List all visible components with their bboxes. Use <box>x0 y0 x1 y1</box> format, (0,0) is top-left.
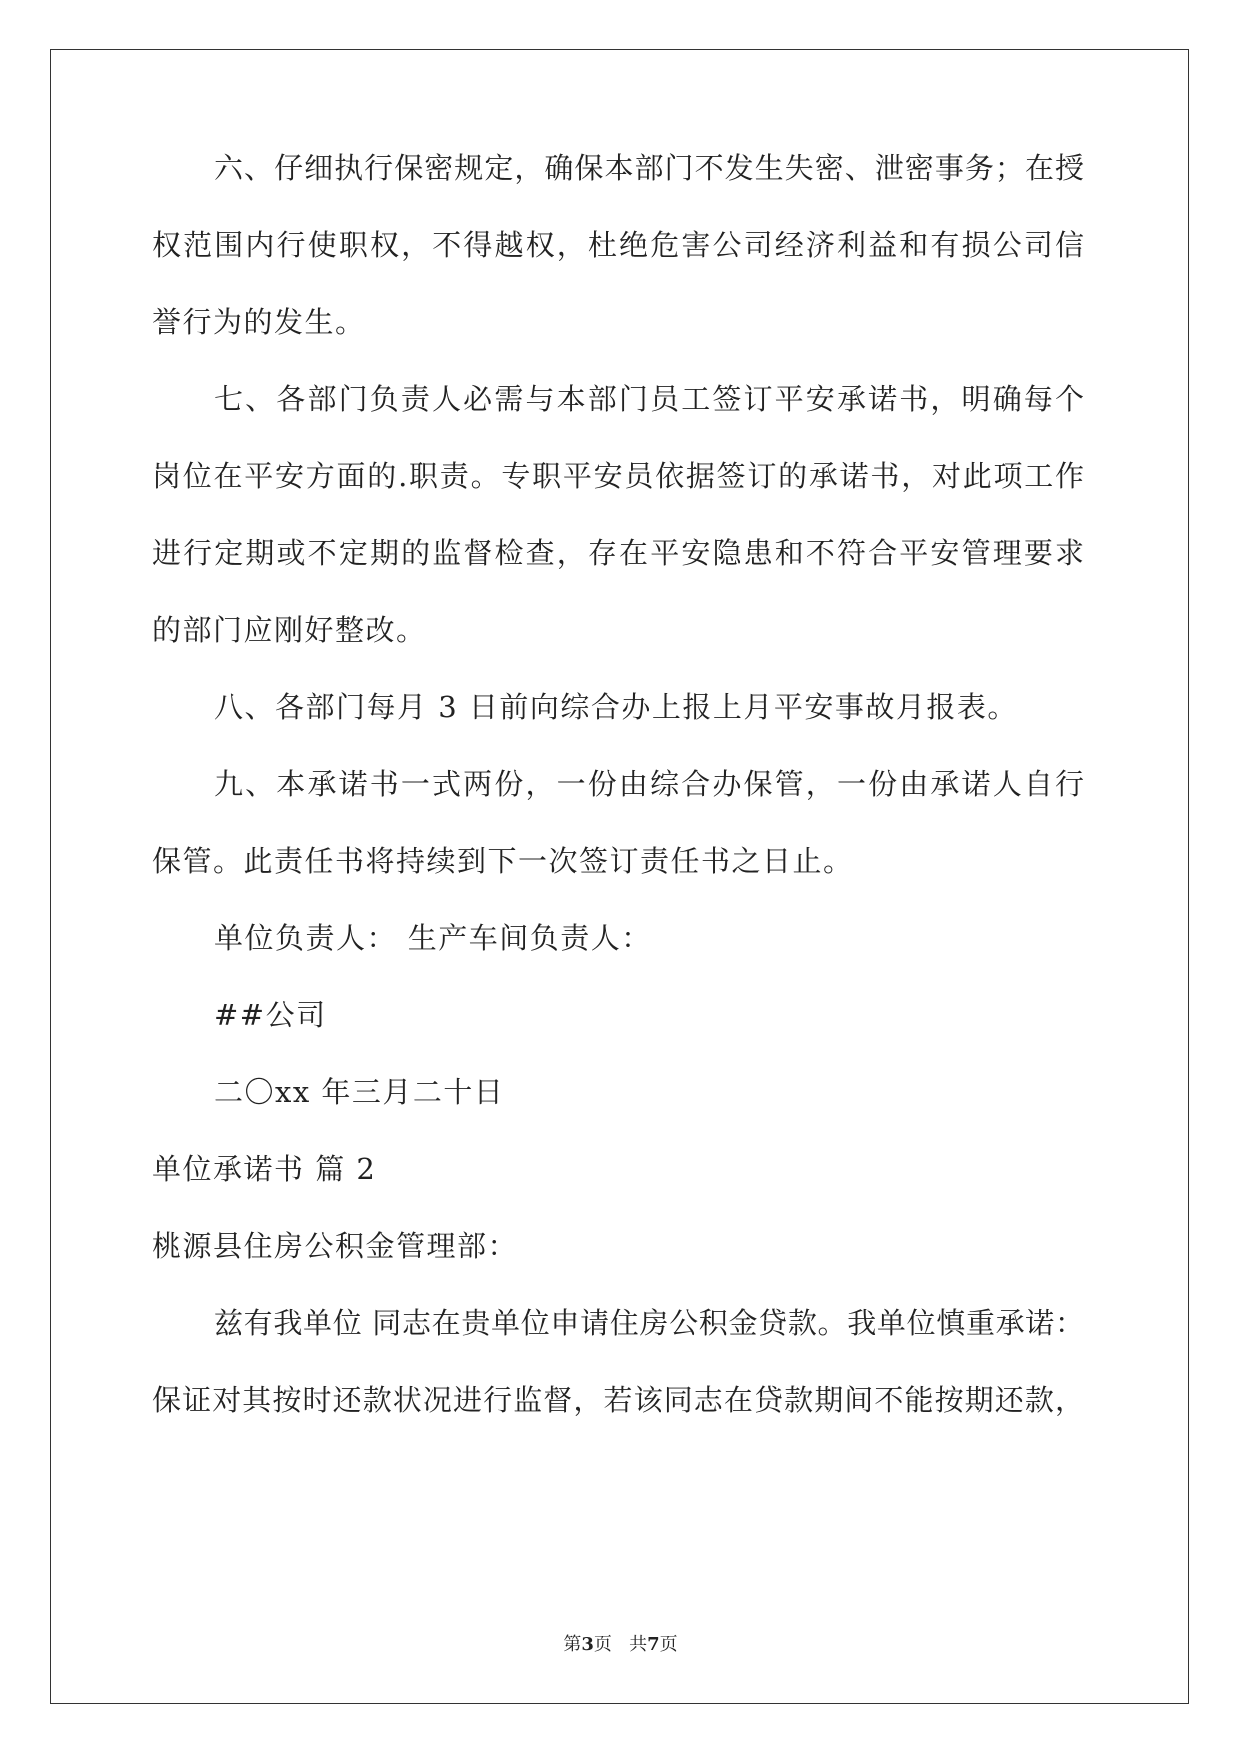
paragraph-6-line-1: 六、仔细执行保密规定，确保本部门不发生失密、泄密事务；在授 <box>214 151 1084 185</box>
paragraph-9-line-2: 保管。此责任书将持续到下一次签订责任书之日止。 <box>152 844 854 878</box>
paragraph-7-line-2: 岗位在平安方面的.职责。专职平安员依据签订的承诺书，对此项工作 <box>152 459 1084 493</box>
page-footer <box>0 1633 1241 1657</box>
footer-suffix: 页 <box>659 1634 678 1655</box>
section-title: 单位承诺书 篇 2 <box>152 1152 377 1186</box>
signature-line: 单位负责人： 生产车间负责人： <box>214 921 652 955</box>
paragraph-7-line-4: 的部门应刚好整改。 <box>152 613 427 647</box>
paragraph-6-line-2: 权范围内行使职权，不得越权，杜绝危害公司经济利益和有损公司信 <box>152 228 1084 262</box>
paragraph-6-line-3: 誉行为的发生。 <box>152 305 366 339</box>
paragraph-7-line-1: 七、各部门负责人必需与本部门员工签订平安承诺书，明确每个 <box>214 382 1084 416</box>
company-name: ##公司 <box>214 998 327 1032</box>
current-page-number: 3 <box>581 1634 594 1655</box>
body-line-2: 保证对其按时还款状况进行监督，若该同志在贷款期间不能按期还款， <box>152 1383 1084 1417</box>
body-line-1: 兹有我单位 同志在贵单位申请住房公积金贷款。我单位慎重承诺： <box>214 1306 1084 1340</box>
paragraph-9-line-1: 九、本承诺书一式两份，一份由综合办保管，一份由承诺人自行 <box>214 767 1084 801</box>
document-date: 二〇xx 年三月二十日 <box>214 1075 505 1109</box>
footer-middle: 页 共 <box>593 1634 648 1655</box>
paragraph-7-line-3: 进行定期或不定期的监督检查，存在平安隐患和不符合平安管理要求 <box>152 536 1084 570</box>
footer-prefix: 第 <box>563 1634 582 1655</box>
addressee: 桃源县住房公积金管理部： <box>152 1229 519 1263</box>
paragraph-8-line-1: 八、各部门每月 3 日前向综合办上报上月平安事故月报表。 <box>214 690 1018 724</box>
total-pages-number: 7 <box>647 1634 660 1655</box>
